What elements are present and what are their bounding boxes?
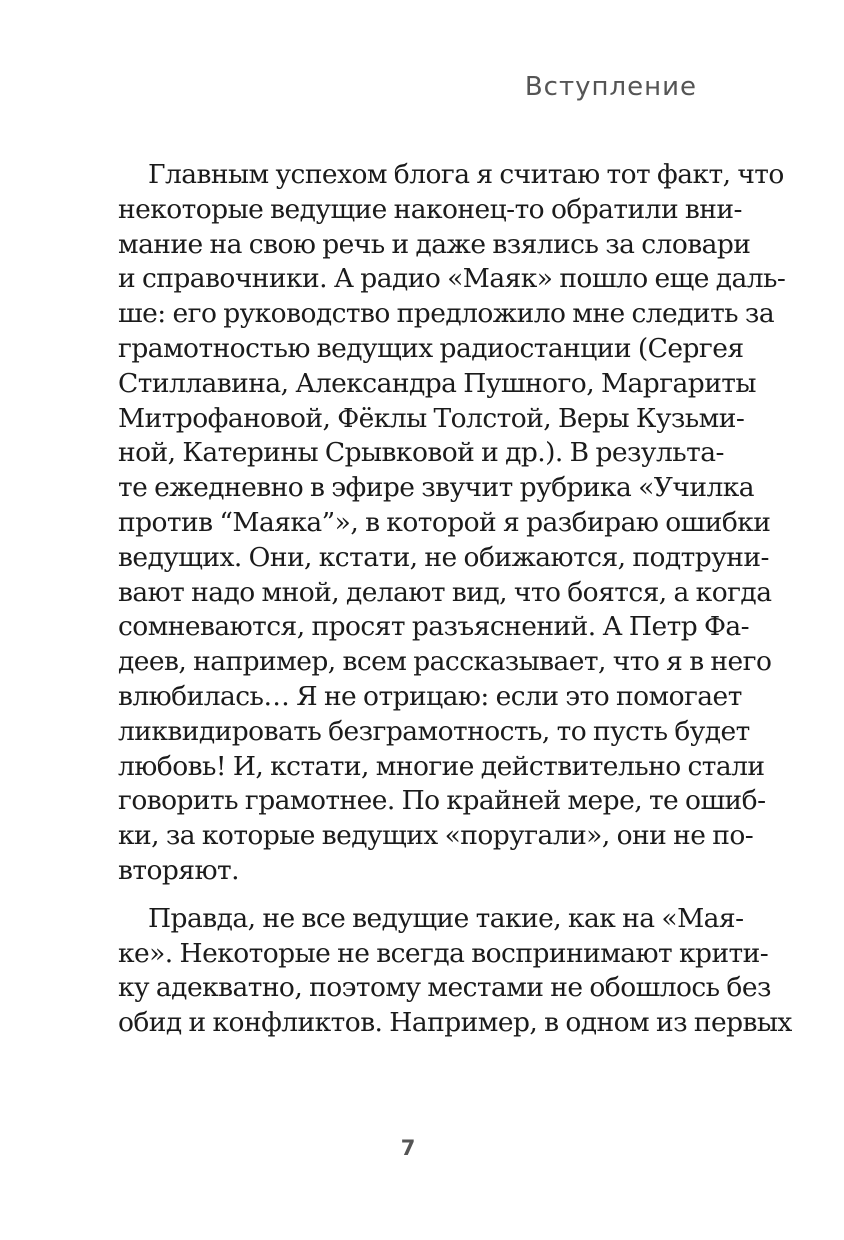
paragraph bbox=[118, 902, 792, 1041]
text-line: ше: его руководство предложило мне следить за bbox=[118, 298, 775, 330]
text-line: деев, например, всем рассказывает, что я в него bbox=[118, 646, 772, 678]
text-line: Митрофановой, Фёклы Толстой, Веры Кузьми- bbox=[118, 402, 745, 434]
text-line: вторяют. bbox=[118, 854, 239, 886]
text-line: грамотностью ведущих радиостанции (Сергея bbox=[118, 332, 744, 364]
text-line: ликвидировать безграмотность, то пусть будет bbox=[118, 715, 750, 747]
text-line: сомневаются, просят разъяснений. А Петр Фа- bbox=[118, 611, 750, 643]
text-line: против “Маяка”», в которой я разбираю ошибки bbox=[118, 506, 771, 538]
paragraph-spacer bbox=[118, 889, 698, 902]
text-line: и справочники. А радио «Маяк» пошло еще даль- bbox=[118, 263, 786, 295]
text-line: вают надо мной, делают вид, что боятся, а когда bbox=[118, 576, 772, 608]
text-line: Правда, не все ведущие такие, как на «Мая- bbox=[148, 902, 744, 934]
text-line: ку адекватно, поэтому местами не обошлось без bbox=[118, 972, 771, 1004]
text-line: ведущих. Они, кстати, не обижаются, подтруни- bbox=[118, 541, 769, 573]
text-line: обид и конфликтов. Например, в одном из первых bbox=[118, 1007, 792, 1039]
text-line: любовь! И, кстати, многие действительно стали bbox=[118, 750, 765, 782]
text-line: ке». Некоторые не всегда воспринимают крити- bbox=[118, 937, 769, 969]
text-line: мание на свою речь и даже взялись за словари bbox=[118, 228, 751, 260]
text-line: Стиллавина, Александра Пушного, Маргариты bbox=[118, 367, 756, 399]
body-text bbox=[118, 158, 792, 1041]
text-line: Главным успехом блога я считаю тот факт, что bbox=[148, 159, 784, 190]
text-line: те ежедневно в эфире звучит рубрика «Училка bbox=[118, 472, 755, 504]
text-line: некоторые ведущие наконец-то обратили вни- bbox=[118, 193, 742, 225]
text-line: влюбилась… Я не отрицаю: если это помогает bbox=[118, 680, 742, 712]
text-line: говорить грамотнее. По крайней мере, те ошиб- bbox=[118, 785, 766, 817]
page-number: 7 bbox=[400, 1136, 416, 1160]
text-line: ки, за которые ведущих «поругали», они не по- bbox=[118, 820, 754, 852]
paragraph bbox=[118, 158, 786, 889]
running-header-title: Вступление bbox=[524, 72, 697, 102]
text-line: ной, Катерины Срывковой и др.). В результа- bbox=[118, 437, 724, 469]
